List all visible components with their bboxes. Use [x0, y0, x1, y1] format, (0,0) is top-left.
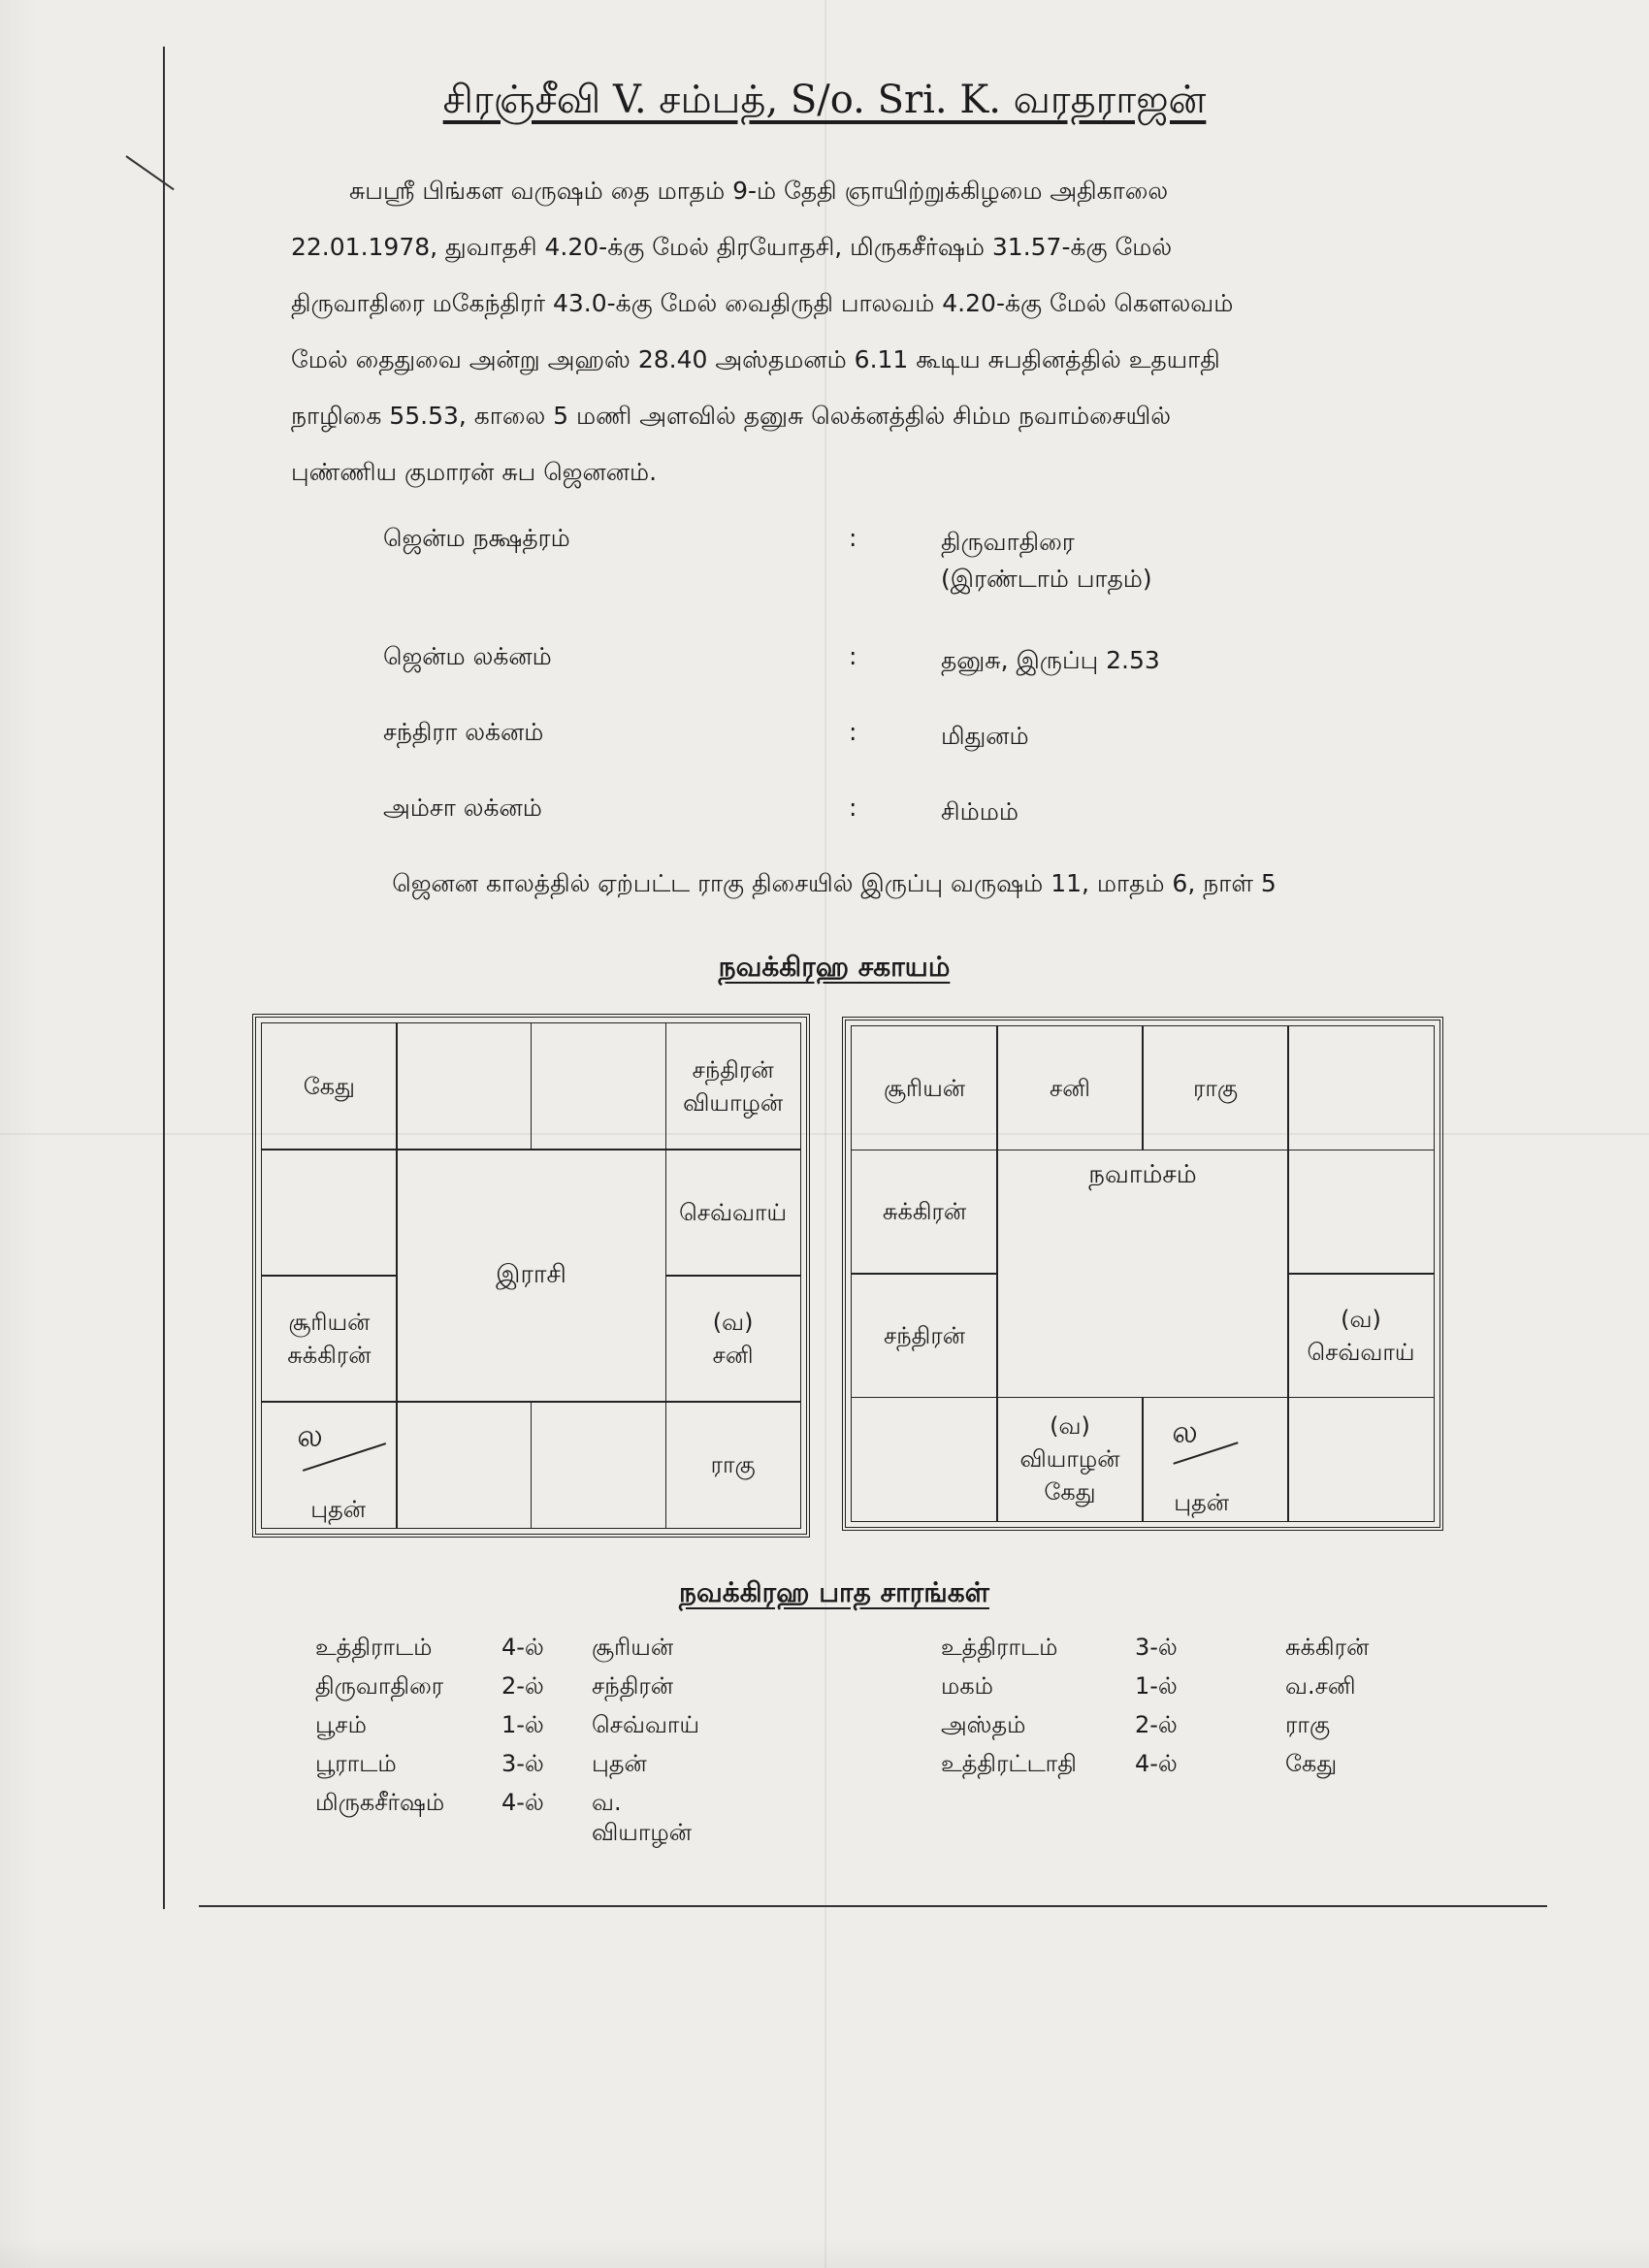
pada-planet: புதன் — [592, 1750, 647, 1777]
detail-label: ஜென்ம நக்ஷத்ரம் — [383, 524, 570, 552]
rasi-cell — [261, 1022, 397, 1150]
pada-planet: ராகு — [1285, 1711, 1331, 1738]
planet: புதன் — [1174, 1488, 1230, 1516]
rasi-cell — [531, 1022, 666, 1150]
planet: சூரியன் — [288, 1309, 371, 1336]
rasi-cell — [531, 1401, 666, 1529]
navamsa-cell — [851, 1150, 998, 1275]
navamsa-cell — [1287, 1025, 1435, 1150]
rasi-lagna-cell — [261, 1401, 397, 1529]
lagna-mark: ல — [297, 1417, 323, 1455]
padas-right — [941, 1634, 1406, 1789]
dasa-balance: ஜெனன காலத்தில் ஏற்பட்ட ராகு திசையில் இருப்பு வருஷம் 11, மாதம் 6, நாள் 5 — [392, 869, 1277, 897]
pada-row — [315, 1634, 723, 1672]
planet: சனி — [712, 1342, 754, 1369]
pada-star: உத்திராடம் — [315, 1634, 433, 1661]
navamsa-center — [996, 1150, 1289, 1399]
detail-value: தனுசு, இருப்பு 2.53 — [941, 646, 1160, 674]
planet: செவ்வாய் — [679, 1199, 788, 1226]
planet: (வ) — [1050, 1412, 1090, 1441]
planet: சுக்கிரன் — [882, 1198, 967, 1226]
navamsa-cell — [1287, 1397, 1435, 1522]
navamsa-lagna-cell — [1142, 1397, 1289, 1522]
planet: ராகு — [710, 1451, 756, 1478]
rasi-cell — [261, 1149, 397, 1277]
planet: (வ) — [1341, 1305, 1381, 1333]
pada-star: உத்திரட்டாதி — [941, 1750, 1077, 1777]
pada-star: மகம் — [941, 1672, 993, 1700]
detail-colon: : — [849, 794, 857, 822]
navamsa-cell — [1287, 1273, 1435, 1398]
pada-number: 3-ல் — [501, 1750, 544, 1777]
padas-left — [315, 1634, 723, 1846]
planet: வியாழன் — [1019, 1445, 1120, 1474]
paragraph-line: 22.01.1978, துவாதசி 4.20-க்கு மேல் திரயோதசி, மிருகசீர்ஷம் 31.57-க்கு மேல் — [291, 233, 1173, 261]
pada-number: 1-ல் — [1135, 1672, 1178, 1700]
pada-planet: சூரியன் — [592, 1634, 674, 1661]
pada-planet: சந்திரன் — [592, 1672, 674, 1700]
rasi-center — [396, 1149, 666, 1403]
pada-planet: வ.சனி — [1285, 1672, 1356, 1700]
pada-row — [315, 1750, 723, 1789]
lagna-mark: ல — [1172, 1412, 1198, 1450]
pada-row — [315, 1789, 723, 1846]
detail-label: ஜென்ம லக்னம் — [383, 642, 552, 670]
pada-star: பூராடம் — [315, 1750, 397, 1777]
pada-number: 1-ல் — [501, 1711, 544, 1738]
planet: செவ்வாய் — [1307, 1338, 1415, 1366]
pada-planet: கேது — [1285, 1750, 1338, 1777]
chart-center-label: இராசி — [496, 1259, 566, 1289]
pada-number: 4-ல் — [1135, 1750, 1178, 1777]
navamsa-cell — [996, 1025, 1144, 1150]
paragraph-line: புண்ணிய குமாரன் சுப ஜெனனம். — [291, 458, 658, 486]
rasi-cell — [396, 1022, 532, 1150]
pada-number: 3-ல் — [1135, 1634, 1178, 1661]
planet: (வ) — [712, 1309, 754, 1336]
pada-star: உத்திராடம் — [941, 1634, 1058, 1661]
pada-star: பூசம் — [315, 1711, 367, 1738]
birth-paragraph — [291, 163, 1377, 501]
navamsa-cell — [851, 1025, 998, 1150]
detail-label: அம்சா லக்னம் — [383, 794, 542, 822]
planet: ராகு — [1192, 1074, 1239, 1102]
planet: கேது — [303, 1073, 355, 1100]
page-border-left — [163, 47, 165, 1909]
pada-number: 4-ல் — [501, 1789, 544, 1816]
detail-colon: : — [849, 642, 857, 670]
pada-row — [941, 1750, 1406, 1789]
navagraha-title: நவக்கிரஹ சகாயம் — [718, 951, 951, 983]
navamsa-cell — [851, 1273, 998, 1398]
pada-row — [315, 1672, 723, 1711]
navamsa-cell — [1287, 1150, 1435, 1275]
planet: புதன் — [310, 1495, 367, 1523]
rasi-cell — [261, 1275, 397, 1403]
navamsa-cell — [996, 1397, 1144, 1522]
pada-planet: சுக்கிரன் — [1285, 1634, 1370, 1661]
pada-row — [941, 1634, 1406, 1672]
planet: சனி — [1050, 1074, 1090, 1102]
rasi-chart — [252, 1014, 810, 1538]
planet: வியாழன் — [683, 1089, 784, 1117]
detail-value-line: (இரண்டாம் பாதம்) — [941, 565, 1152, 593]
navamsa-cell — [1142, 1025, 1289, 1150]
paragraph-line: திருவாதிரை மகேந்திரர் 43.0-க்கு மேல் வைதிருதி பாலவம் 4.20-க்கு மேல் கௌலவம் — [291, 289, 1234, 317]
detail-value — [941, 524, 1329, 598]
rasi-cell — [665, 1149, 801, 1277]
paragraph-line: மேல் தைதுவை அன்று அஹஸ் 28.40 அஸ்தமனம் 6.11 கூடிய சுபதினத்தில் உதயாதி — [291, 345, 1220, 373]
page-border-bottom — [199, 1905, 1547, 1907]
navamsa-chart — [842, 1017, 1443, 1531]
pada-number: 2-ல் — [1135, 1711, 1178, 1738]
detail-colon: : — [849, 718, 857, 746]
pada-row — [941, 1711, 1406, 1750]
rasi-cell — [396, 1401, 532, 1529]
detail-value: மிதுனம் — [941, 722, 1029, 750]
chart-center-label: நவாம்சம் — [1088, 1159, 1197, 1189]
pada-number: 2-ல் — [501, 1672, 544, 1700]
planet: சந்திரன் — [692, 1056, 774, 1084]
page-title: சிரஞ்சீவி V. சம்பத், S/o. Sri. K. வரதராஜன் — [442, 78, 1207, 122]
detail-colon: : — [849, 524, 857, 552]
pada-row — [941, 1672, 1406, 1711]
planet: சந்திரன் — [883, 1321, 966, 1349]
detail-value-line: திருவாதிரை — [941, 528, 1075, 556]
pada-planet: செவ்வாய் — [592, 1711, 700, 1738]
paragraph-line: நாழிகை 55.53, காலை 5 மணி அளவில் தனுசு லெக்னத்தில் சிம்ம நவாம்சையில் — [291, 402, 1172, 430]
pada-planet: வ. வியாழன் — [592, 1789, 693, 1846]
planet: சூரியன் — [883, 1074, 966, 1102]
detail-label: சந்திரா லக்னம் — [383, 718, 544, 746]
pada-star: திருவாதிரை — [315, 1672, 444, 1700]
rasi-cell — [665, 1275, 801, 1403]
planet: கேது — [1044, 1478, 1096, 1507]
pada-star: மிருகசீர்ஷம் — [315, 1789, 445, 1816]
pen-mark — [125, 155, 174, 190]
rasi-cell — [665, 1022, 801, 1150]
pada-title: நவக்கிரஹ பாத சாரங்கள் — [679, 1576, 989, 1608]
paragraph-line: சுபஸ்ரீ பிங்கள வருஷம் தை மாதம் 9-ம் தேதி ஞாயிற்றுக்கிழமை அதிகாலை — [349, 177, 1169, 205]
planet: சுக்கிரன் — [287, 1342, 372, 1369]
navamsa-cell — [851, 1397, 998, 1522]
pada-star: அஸ்தம் — [941, 1711, 1026, 1738]
pada-row — [315, 1711, 723, 1750]
detail-value: சிம்மம் — [941, 797, 1018, 826]
pada-number: 4-ல் — [501, 1634, 544, 1661]
rasi-cell — [665, 1401, 801, 1529]
